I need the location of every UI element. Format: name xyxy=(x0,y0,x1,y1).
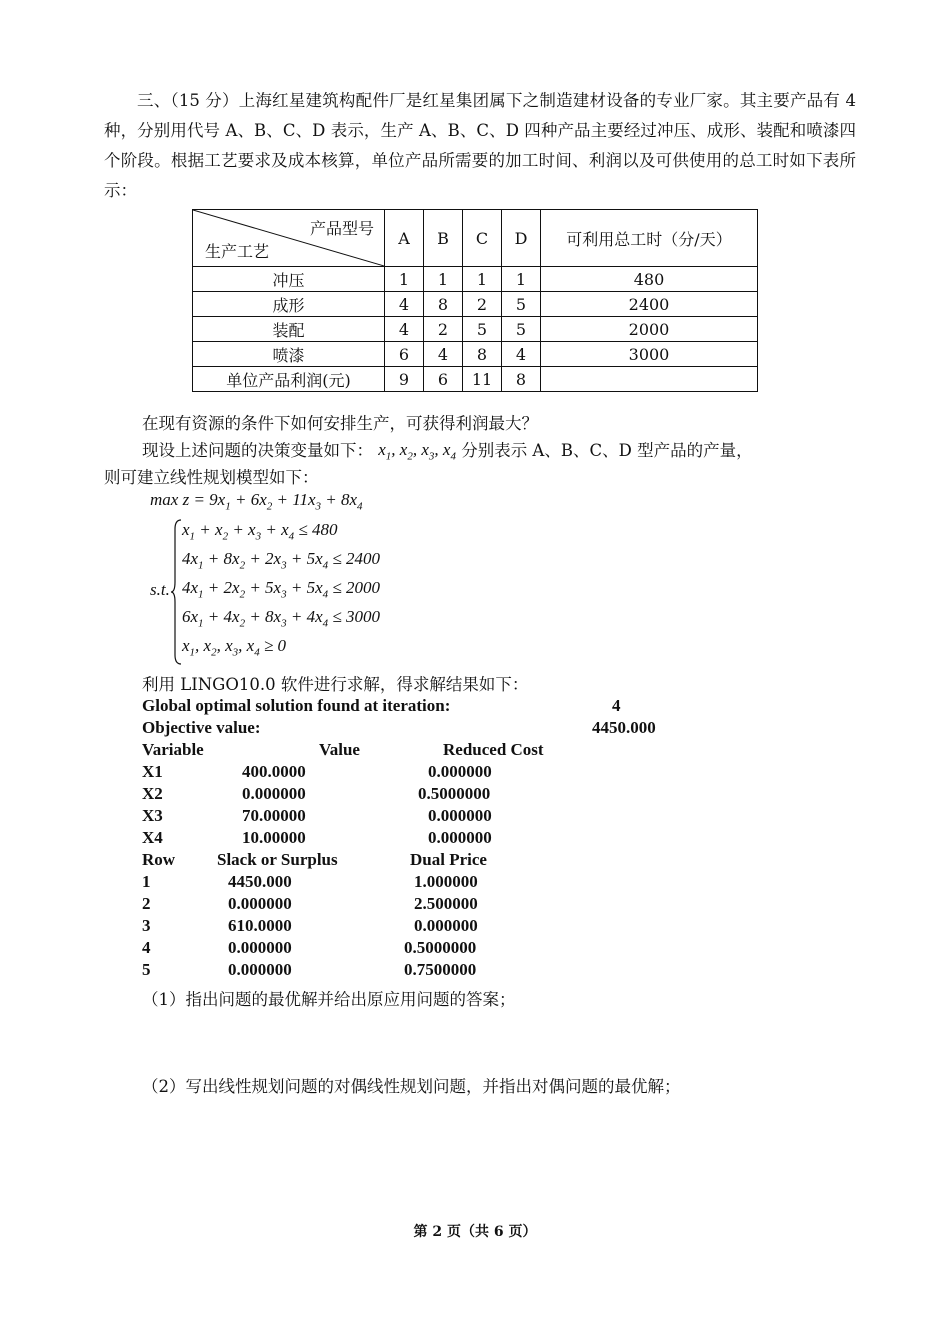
solve-line: 利用 LINGO10.0 软件进行求解，得求解结果如下： xyxy=(142,675,529,694)
row-number: 4 xyxy=(142,938,151,957)
table-cell: 4 xyxy=(385,292,424,317)
table-cell: 5 xyxy=(502,317,541,342)
table-cell: 2 xyxy=(463,292,502,317)
var-name: X3 xyxy=(142,806,163,825)
header-product-type: 产品型号 xyxy=(309,219,374,238)
row-dual-price: 2.500000 xyxy=(414,894,478,913)
var-name: X4 xyxy=(142,828,163,847)
table-cell: 2000 xyxy=(541,317,758,342)
table-cell: 3000 xyxy=(541,342,758,367)
table-row xyxy=(193,367,758,392)
row-number: 2 xyxy=(142,894,151,913)
table-cell: 1 xyxy=(463,267,502,292)
decision-prefix: 现设上述问题的决策变量如下： xyxy=(142,441,373,460)
table-cell: 2 xyxy=(424,317,463,342)
row-slack: 0.000000 xyxy=(228,960,292,979)
row-slack: 0.000000 xyxy=(228,938,292,957)
table-cell: 11 xyxy=(463,367,502,392)
table-cell: 6 xyxy=(424,367,463,392)
decision-line xyxy=(142,437,753,463)
table-cell xyxy=(541,367,758,392)
var-value: 10.00000 xyxy=(242,828,306,847)
row-header: Row xyxy=(142,850,176,869)
table-header-row xyxy=(193,210,758,267)
row-slack: 4450.000 xyxy=(228,872,292,891)
row-slack: 0.000000 xyxy=(228,894,292,913)
table-cell: 8 xyxy=(424,292,463,317)
table-row xyxy=(193,292,758,317)
table-cell: 9 xyxy=(385,367,424,392)
global-label: Global optimal solution found at iteration: xyxy=(142,696,451,715)
row-label: 装配 xyxy=(193,317,385,342)
table-cell: 480 xyxy=(541,267,758,292)
constraint-brace xyxy=(170,519,182,665)
var-header: Variable xyxy=(142,740,204,759)
st-label: s.t. xyxy=(150,580,170,599)
row-dual-price: 0.000000 xyxy=(414,916,478,935)
table-cell: 4 xyxy=(502,342,541,367)
table-cell: 1 xyxy=(424,267,463,292)
table-cell: 6 xyxy=(385,342,424,367)
table-cell: 1 xyxy=(502,267,541,292)
row-label: 单位产品利润(元) xyxy=(193,367,385,392)
table-row xyxy=(193,267,758,292)
var-value: 70.00000 xyxy=(242,806,306,825)
row-label: 冲压 xyxy=(193,267,385,292)
var-header: Reduced Cost xyxy=(443,740,544,759)
row-dual-price: 1.000000 xyxy=(414,872,478,891)
table-cell: 8 xyxy=(463,342,502,367)
var-value: 0.000000 xyxy=(242,784,306,803)
table-cell: 5 xyxy=(463,317,502,342)
column-header: C xyxy=(463,210,502,267)
row-slack: 610.0000 xyxy=(228,916,292,935)
process-table xyxy=(192,209,758,392)
table-cell: 1 xyxy=(385,267,424,292)
global-value: 4 xyxy=(612,696,621,715)
table-cell: 2400 xyxy=(541,292,758,317)
question-2: （2）写出线性规划问题的对偶线性规划问题，并指出对偶问题的最优解； xyxy=(142,1077,681,1096)
column-header: D xyxy=(502,210,541,267)
constraint-nonneg: $x_1$, $x_2$, $x_3$, $x_4 \ge 0$ xyxy=(182,636,287,659)
constraint-1: $x_1 + x_2 + x_3 + x_4 \le 480$ xyxy=(182,520,338,543)
row-number: 1 xyxy=(142,872,151,891)
row-number: 5 xyxy=(142,960,151,979)
var-header: Value xyxy=(319,740,360,759)
row-number: 3 xyxy=(142,916,151,935)
objective-function: $\max z = 9x_1 + 6x_2 + 11x_3 + 8x_4$ xyxy=(150,490,363,513)
row-dual-price: 0.7500000 xyxy=(404,960,477,979)
var-name: X1 xyxy=(142,762,163,781)
table-cell: 8 xyxy=(502,367,541,392)
constraint-2: $4x_1 + 8x_2 + 2x_3 + 5x_4 \le 2400$ xyxy=(182,549,380,572)
row-header: Dual Price xyxy=(410,850,487,869)
constraint-4: $6x_1 + 4x_2 + 8x_3 + 4x_4 \le 3000$ xyxy=(182,607,380,630)
decision-variables: $x_1$, $x_2$, $x_3$, $x_4$ xyxy=(378,440,456,463)
row-dual-price: 0.5000000 xyxy=(404,938,477,957)
var-reduced-cost: 0.000000 xyxy=(428,762,492,781)
decision-suffix: 分别表示 A、B、C、D 型产品的产量， xyxy=(461,441,753,460)
objective-value: 4450.000 xyxy=(592,718,656,737)
constraint-3: $4x_1 + 2x_2 + 5x_3 + 5x_4 \le 2000$ xyxy=(182,578,380,601)
row-label: 喷漆 xyxy=(193,342,385,367)
table-cell: 4 xyxy=(424,342,463,367)
diagonal-header-cell xyxy=(193,210,385,267)
column-header: A xyxy=(385,210,424,267)
var-reduced-cost: 0.000000 xyxy=(428,828,492,847)
question-1: （1）指出问题的最优解并给出原应用问题的答案； xyxy=(142,990,516,1009)
var-reduced-cost: 0.5000000 xyxy=(418,784,491,803)
var-name: X2 xyxy=(142,784,163,803)
table-row xyxy=(193,342,758,367)
row-header: Slack or Surplus xyxy=(217,850,338,869)
objective-label: Objective value: xyxy=(142,718,261,737)
column-header: 可利用总工时（分/天） xyxy=(541,210,758,267)
table-cell: 4 xyxy=(385,317,424,342)
header-process: 生产工艺 xyxy=(205,242,270,261)
var-value: 400.0000 xyxy=(242,762,306,781)
table-row xyxy=(193,317,758,342)
column-header: B xyxy=(424,210,463,267)
table-cell: 5 xyxy=(502,292,541,317)
problem-intro: 三、（15 分）上海红星建筑构配件厂是红星集团属下之制造建材设备的专业厂家。其主要产品有 4 种，分别用代号 A、B、C、D 表示，生产 A、B、C、D 四种产品主要经过冲压、成形、装配和喷漆四个阶段。根据工艺要求及成本核算，单位产品所需要的加工时间、利润以及可供使用的总工时如下表所示： xyxy=(104,91,856,200)
page-footer: 第 2 页（共 6 页） xyxy=(413,1224,537,1240)
question-text: 在现有资源的条件下如何安排生产，可获得利润最大？ xyxy=(142,414,538,433)
var-reduced-cost: 0.000000 xyxy=(428,806,492,825)
row-label: 成形 xyxy=(193,292,385,317)
decision-line-2: 则可建立线性规划模型如下： xyxy=(104,468,319,487)
